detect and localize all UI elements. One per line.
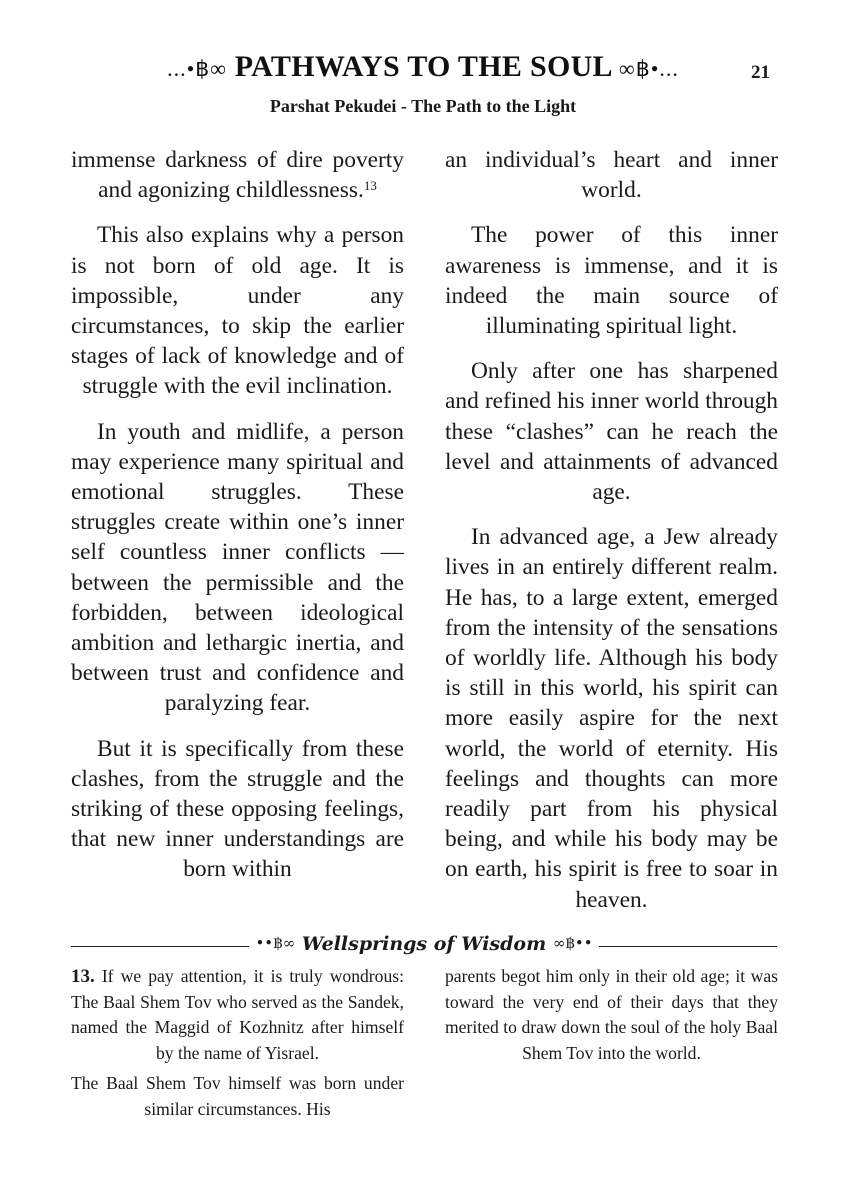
right-paragraph-2: The power of this inner awareness is immense, and it is indeed the main source of illuminating spiritual light.	[445, 222, 778, 340]
page-number: 21	[751, 62, 770, 83]
footnote-left-paragraph-2: The Baal Shem Tov himself was born under similar circumstances. His	[71, 1073, 404, 1119]
divider-ornament-left-icon: ••฿∞	[255, 934, 296, 952]
left-paragraph-1-text: immense darkness of dire poverty and agonizing childlessness.	[71, 147, 404, 204]
right-paragraph-4: In advanced age, a Jew already lives in an entirely different realm. He has, to a large extent, emerged from the intensity of the sensations of worldly life. Although his body is still in this world, his spirit can more easily aspire for the next world, the world of eternity. His feelings and thoughts can more readily part from his physical being, and while his body may be on earth, his spirit is free to soar in heaven.	[445, 524, 778, 913]
running-header-title	[0, 50, 846, 84]
left-paragraph-4: But it is specifically from these clashes, from the struggle and the striking of these opposing feelings, that new inner understandings are born within	[71, 735, 404, 883]
right-paragraph-1: an individual’s heart and inner world.	[445, 147, 778, 204]
left-paragraph-1	[71, 145, 404, 205]
footnote-reference: 13	[363, 178, 377, 194]
ornament-left-icon: ...•฿∞	[167, 56, 227, 82]
left-text-column	[71, 145, 404, 900]
footnote-right-paragraph-1: parents begot him only in their old age; it was toward the very end of their days that they merited to draw down the soul of the holy Baal Shem Tov into the world.	[445, 966, 778, 1063]
footnote-left-paragraph-1	[71, 964, 404, 1066]
divider-ornament-right-icon: ∞฿••	[552, 934, 593, 952]
footnote-section-heading	[71, 933, 777, 955]
chapter-subtitle: Parshat Pekudei - The Path to the Light	[269, 96, 577, 116]
footnote-left-column	[71, 964, 404, 1128]
footnote-divider	[71, 935, 777, 957]
ornament-right-icon: ∞฿•...	[619, 56, 679, 82]
left-paragraph-2: This also explains why a person is not born of old age. It is impossible, under any circumstances, to skip the earlier stages of lack of knowledge and of struggle with the evil inclination.	[71, 222, 404, 400]
footnote-section-title: Wellsprings of Wisdom	[301, 933, 547, 955]
footnote-right-column	[445, 964, 778, 1071]
right-text-column	[445, 145, 778, 930]
book-title: PATHWAYS TO THE SOUL	[234, 50, 612, 83]
footnote-number: 13.	[71, 966, 95, 987]
footnote-left-paragraph-1-text: If we pay attention, it is truly wondrous: The Baal Shem Tov who served as the Sandek, named the Maggid of Kozhnitz after himself by the name of Yisrael.	[71, 966, 404, 1063]
left-paragraph-3: In youth and midlife, a person may experience many spiritual and emotional struggles. These struggles create within one’s inner self countless inner conflicts — between the permissible and the forbidden, between ideological ambition and lethargic inertia, and between trust and confidence and paralyzing fear.	[71, 418, 404, 717]
right-paragraph-3: Only after one has sharpened and refined his inner world through these “clashes” can he reach the level and attainments of advanced age.	[445, 358, 778, 506]
